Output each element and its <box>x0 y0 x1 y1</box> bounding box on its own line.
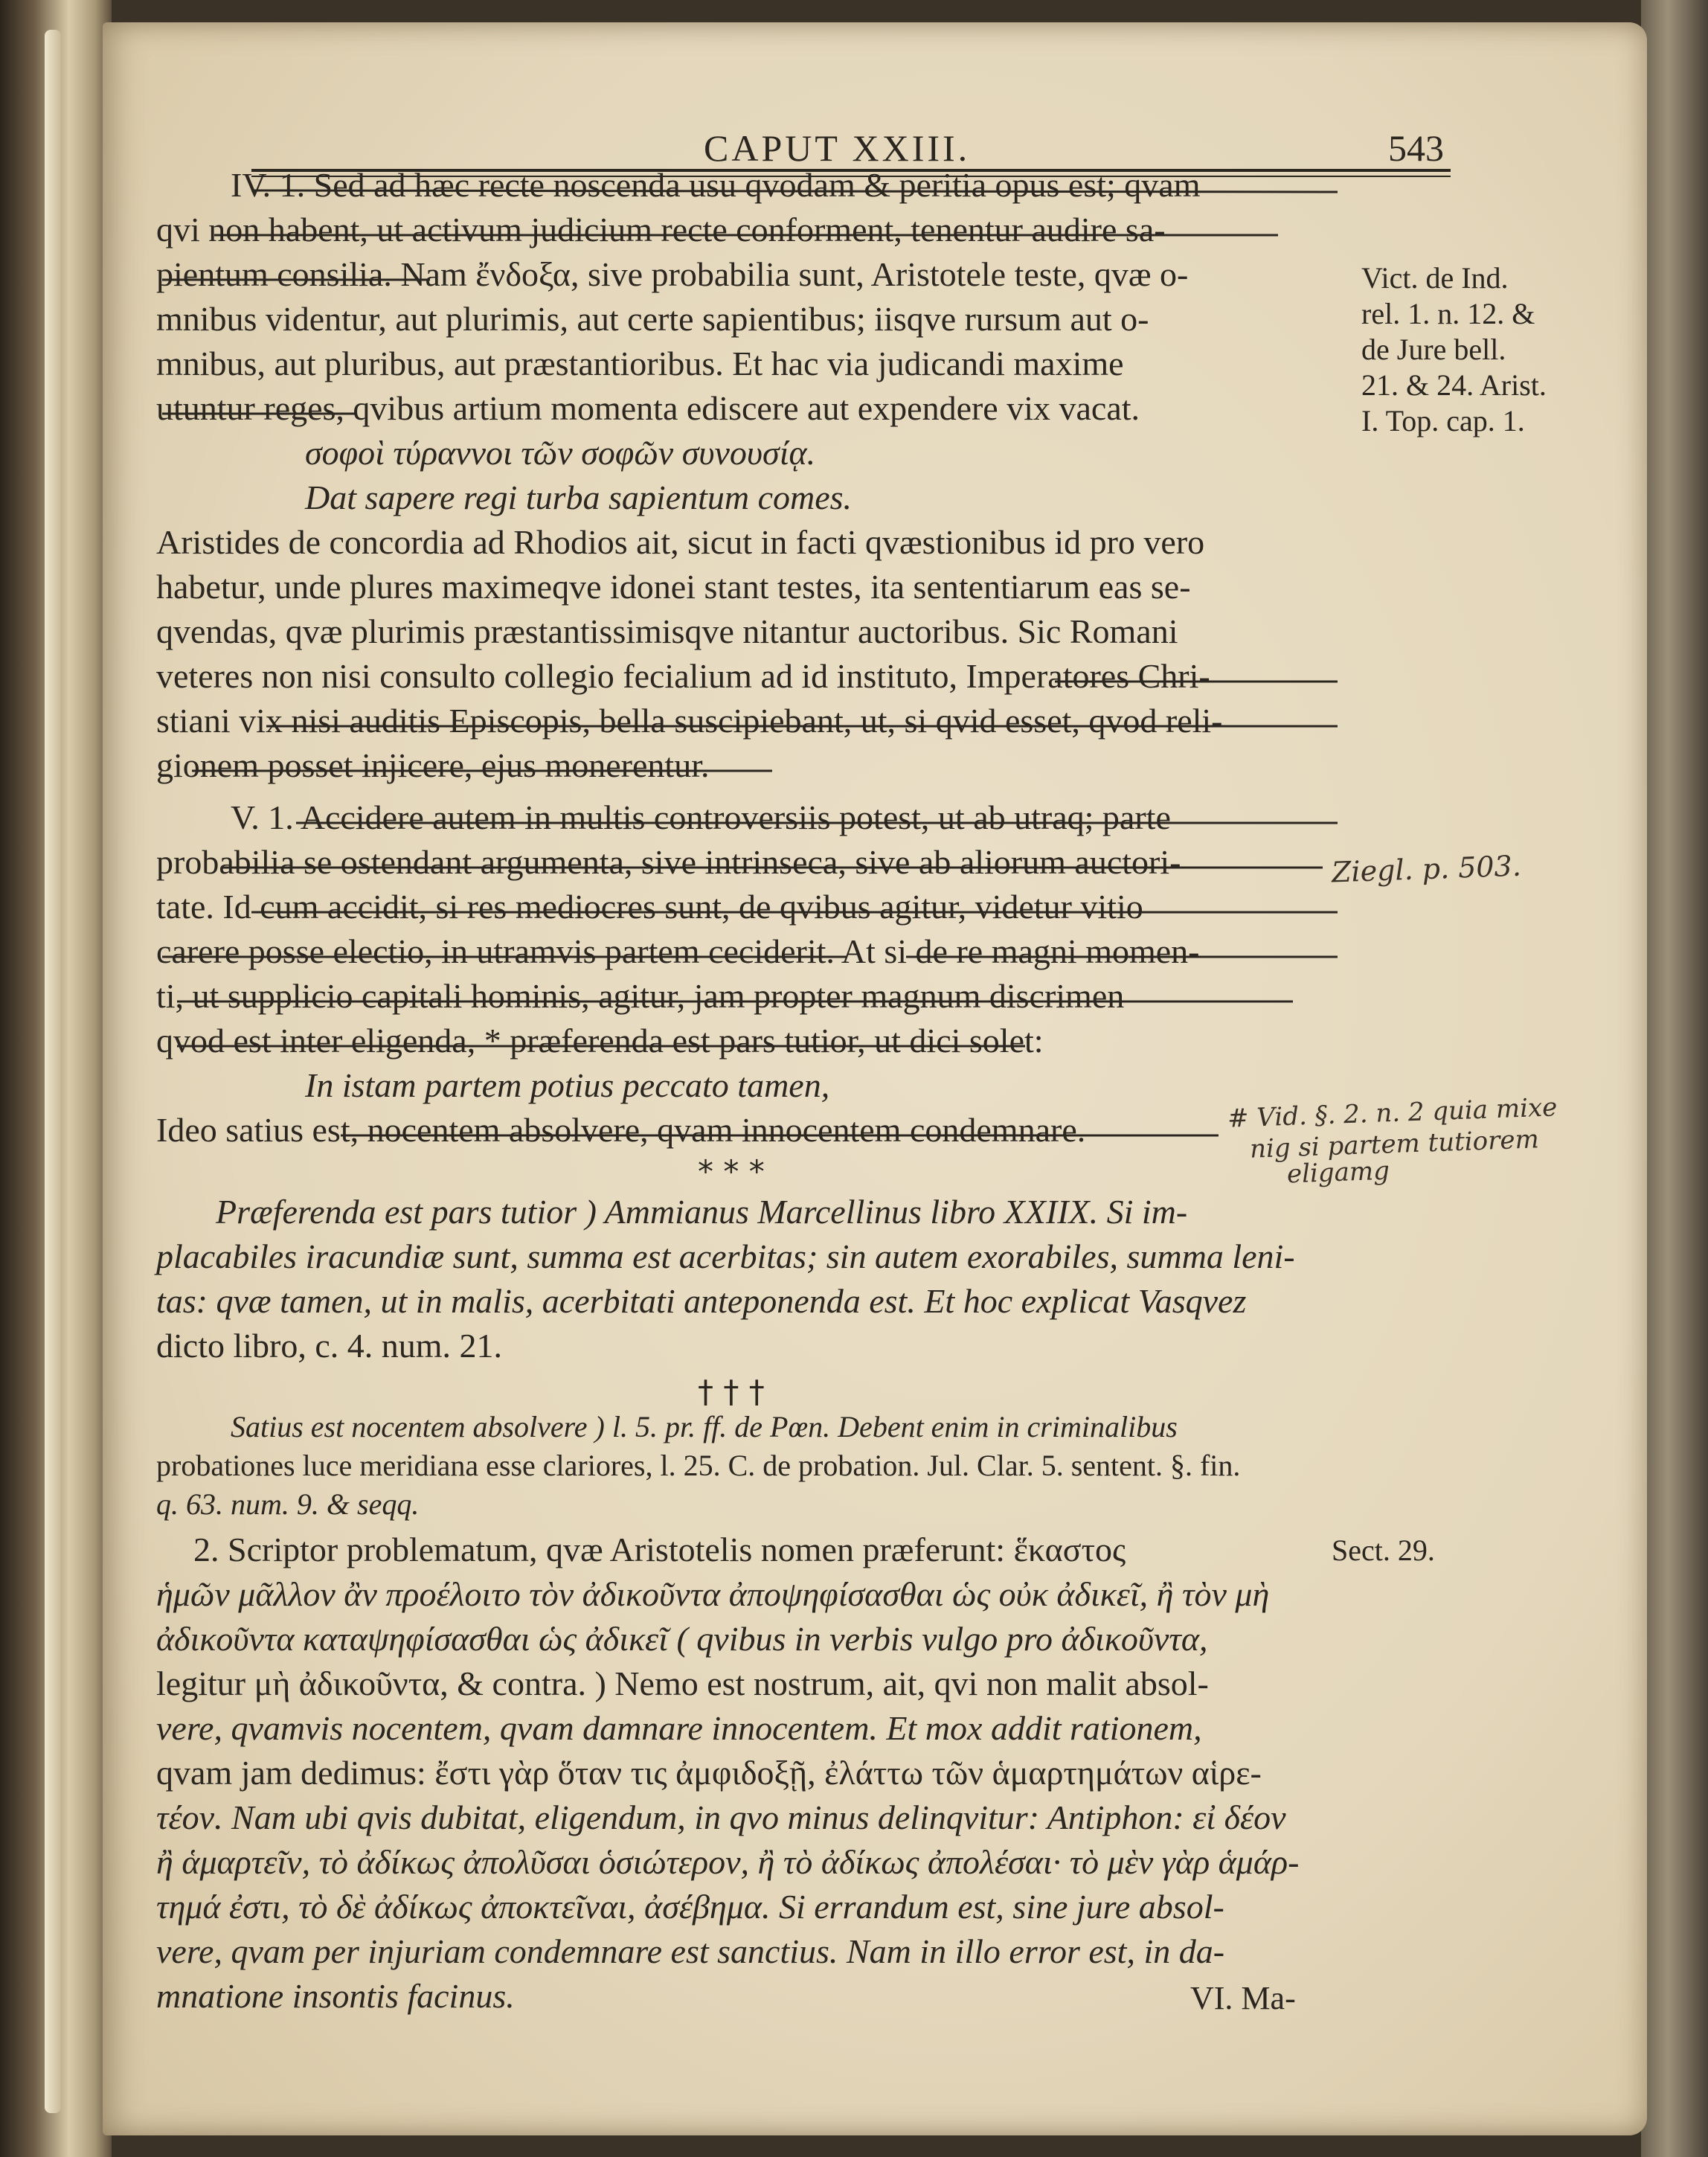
text-line: qvi non habent, ut activum judicium recte conforment, tenentur audire sa- <box>156 211 1166 249</box>
handwritten-note: # Vid. §. 2. n. 2 quia mixe <box>1227 1092 1558 1134</box>
text-line: τέον. Nam ubi qvis dubitat, eligendum, in qvo minus delinqvitur: Antiphon: εἰ δέον <box>156 1798 1286 1836</box>
greek-line: qvam jam dedimus: ἔστι γὰρ ὅταν τις ἀμφιδοξῇ, ἐλάττω τῶν ἁμαρτημάτων αἱρε- <box>156 1754 1262 1792</box>
previous-page-edge <box>45 30 61 2113</box>
margin-note: Vict. de Ind. <box>1361 261 1509 295</box>
text-line: utuntur reges, qvibus artium momenta ediscere aut expendere vix vacat. <box>156 389 1140 427</box>
margin-note: 21. & 24. Arist. <box>1361 368 1547 402</box>
annotation-line: tas: qvæ tamen, ut in malis, acerbitati anteponenda est. Et hoc explicat Vasqvez <box>156 1282 1247 1320</box>
annotation-line: placabiles iracundiæ sunt, summa est acerbitas; sin autem exorabiles, summa leni- <box>156 1237 1295 1275</box>
text-line: carere posse electio, in utramvis partem ceciderit. At si de re magni momen- <box>156 932 1200 970</box>
text-line: mnatione insontis facinus. <box>156 1977 515 2015</box>
latin-verse: In istam partem potius peccato tamen, <box>305 1066 830 1104</box>
margin-note: I. Top. cap. 1. <box>1361 404 1525 438</box>
margin-section-note: Sect. 29. <box>1332 1533 1435 1567</box>
text-line: gionem posset injicere, ejus monerentur. <box>156 746 710 784</box>
greek-verse: σοφοὶ τύραννοι τῶν σοφῶν συνουσίᾳ. <box>305 434 816 472</box>
text-line: 2. Scriptor problematum, qvæ Aristotelis nomen præferunt: ἕκαστος <box>193 1531 1126 1568</box>
book-page <box>103 22 1647 2135</box>
text-line: τημά ἐστι, τὸ δὲ ἀδίκως ἀποκτεῖναι, ἀσέβημα. Si errandum est, sine jure absol- <box>156 1888 1224 1926</box>
greek-line: ἀδικοῦντα καταψηφίσασθαι ὡς ἀδικεῖ ( qvibus in verbis vulgo pro ἀδικοῦντα, <box>156 1620 1208 1658</box>
latin-verse: Dat sapere regi turba sapientum comes. <box>305 478 853 516</box>
crosses-separator: † † † <box>698 1374 765 1410</box>
text-line: pientum consilia. Nam ἔνδοξα, sive probabilia sunt, Aristotele teste, qvæ o- <box>156 255 1189 293</box>
text-line: legitur μὴ ἀδικοῦντα, & contra. ) Nemo est nostrum, ait, qvi non malit absol- <box>156 1664 1209 1702</box>
text-line: Ideo satius est, nocentem absolvere, qvam innocentem condemnare. <box>156 1111 1086 1149</box>
annotation-line: q. 63. num. 9. & seqq. <box>156 1487 420 1521</box>
text-line: probabilia se ostendant argumenta, sive intrinseca, sive ab aliorum auctori- <box>156 843 1181 881</box>
greek-line: ἢ ἁμαρτεῖν, τὸ ἀδίκως ἀπολῦσαι ὁσιώτερον, ἢ τὸ ἀδίκως ἀπολέσαι· τὸ μὲν γὰρ ἁμάρ- <box>156 1843 1300 1881</box>
annotation-line: probationes luce meridiana esse clariores, l. 25. C. de probation. Jul. Clar. 5. sentent. §. fin. <box>156 1449 1241 1482</box>
handwritten-note: Ziegl. p. 503. <box>1331 849 1522 889</box>
text-line: qvod est inter eligenda, * præferenda est pars tutior, ut dici solet: <box>156 1022 1044 1060</box>
catchword: VI. Ma- <box>1190 1980 1296 2016</box>
text-line: veteres non nisi consulto collegio fecialium ad id instituto, Imperatores Chri- <box>156 657 1210 695</box>
annotation-line: Præferenda est pars tutior ) Ammianus Marcellinus libro XXIIX. Si im- <box>216 1193 1188 1231</box>
annotation-line: dicto libro, c. 4. num. 21. <box>156 1327 503 1365</box>
handwritten-note: eligamg <box>1286 1156 1390 1190</box>
text-line: mnibus videntur, aut plurimis, aut certe sapientibus; iisqve rursum aut o- <box>156 300 1149 338</box>
text-line: V. 1. Accidere autem in multis controversiis potest, ut ab utraq; parte <box>231 798 1171 836</box>
text-line: stiani vix nisi auditis Episcopis, bella suscipiebant, ut, si qvid esset, qvod reli- <box>156 702 1223 740</box>
handwritten-note: nig si partem tutiorem <box>1249 1124 1540 1164</box>
stars-separator: * * * <box>698 1153 765 1190</box>
book-cover-edge <box>1641 0 1708 2157</box>
margin-note: de Jure bell. <box>1361 333 1506 366</box>
text-line: IV. 1. Sed ad hæc recte noscenda usu qvodam & peritia opus est; qvam <box>231 166 1201 204</box>
text-line: vere, qvam per injuriam condemnare est sanctius. Nam in illo error est, in da- <box>156 1932 1225 1970</box>
annotation-line: Satius est nocentem absolvere ) l. 5. pr. ff. de Pœn. Debent enim in criminalibus <box>231 1410 1178 1443</box>
pen-strikethrough-marks <box>103 22 1367 1138</box>
text-line: qvendas, qvæ plurimis præstantissimisqve nitantur auctoribus. Sic Romani <box>156 612 1178 650</box>
text-line: ti, ut supplicio capitali hominis, agitur, jam propter magnum discrimen <box>156 977 1125 1015</box>
margin-note: rel. 1. n. 12. & <box>1361 297 1535 330</box>
text-line: Aristides de concordia ad Rhodios ait, sicut in facti qvæstionibus id pro vero <box>156 523 1205 561</box>
text-line: habetur, unde plures maximeqve idonei stant testes, ita sententiarum eas se- <box>156 568 1191 606</box>
greek-line: ἡμῶν μᾶλλον ἂν προέλοιτο τὸν ἀδικοῦντα ἀποψηφίσασθαι ὡς οὐκ ἀδικεῖ, ἢ τὸν μὴ <box>156 1575 1270 1613</box>
text-line: vere, qvamvis nocentem, qvam damnare innocentem. Et mox addit rationem, <box>156 1709 1202 1747</box>
text-line: mnibus, aut pluribus, aut præstantioribus. Et hac via judicandi maxime <box>156 344 1124 382</box>
running-header: CAPUT XXIII. <box>704 127 971 169</box>
text-line: tate. Id cum accidit, si res mediocres sunt, de qvibus agitur, videtur vitio <box>156 888 1143 926</box>
page-number: 543 <box>1388 127 1444 169</box>
